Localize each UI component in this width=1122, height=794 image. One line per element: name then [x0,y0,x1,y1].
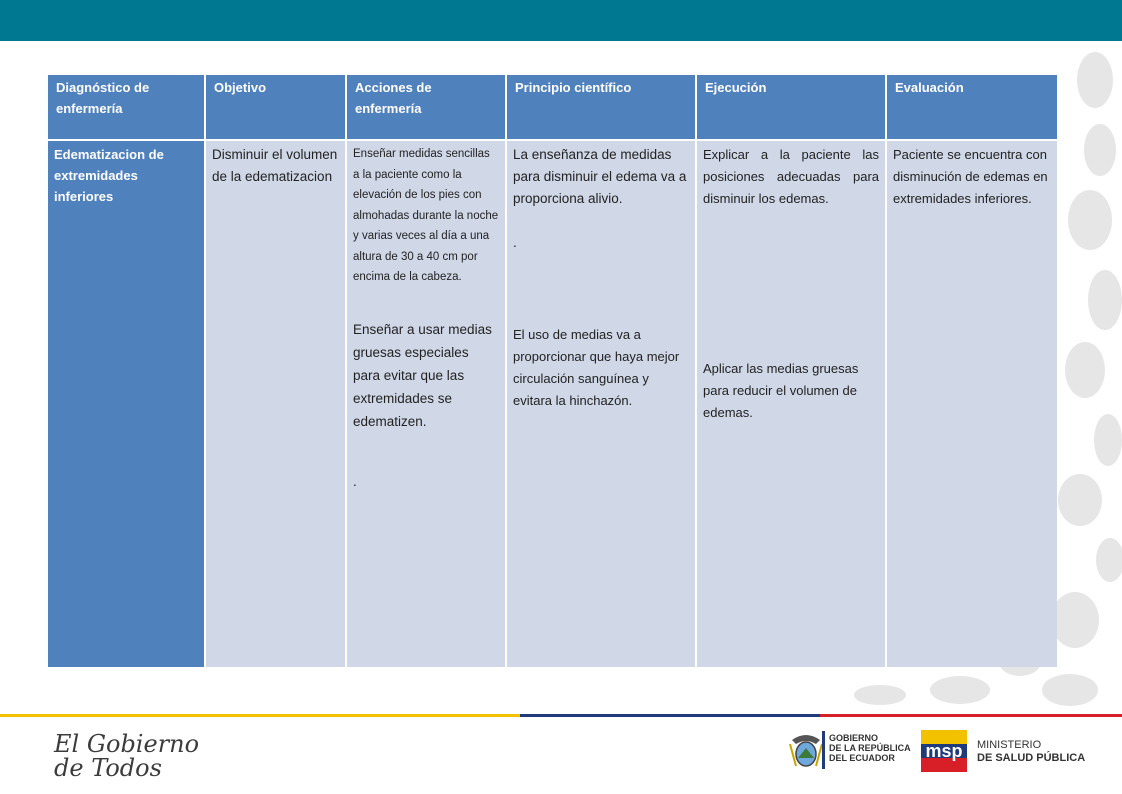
objetivo-text: Disminuir el volumen de la edematizacion [212,147,338,184]
table-header-row [48,75,1057,139]
footer-line-blue [520,714,820,717]
cell-diagnostico: Edematizacion de extremidades inferiores [48,141,204,667]
acciones-text-3: . [353,473,357,489]
ecuador-coat-of-arms-icon [786,730,826,770]
header-objetivo: Objetivo [206,75,345,139]
header-acciones: Acciones de enfermería [347,75,505,139]
header-diagnostico: Diagnóstico de enfermería [48,75,204,139]
footer-line-yellow [0,714,520,717]
ministry-logo-text: MINISTERIO DE SALUD PÚBLICA [977,739,1086,764]
cell-ejecucion [697,141,885,667]
table-row [48,141,1057,667]
footer-line-red [820,714,1122,717]
nursing-care-plan-table [46,73,1059,669]
cell-acciones [347,141,505,667]
principio-text-3: El uso de medias va a proporcionar que haya mejor circulación sanguínea y evitara la hinchazón. [513,327,680,408]
cell-evaluacion [887,141,1057,667]
slogan-line-1: El Gobierno [54,730,200,758]
slogan-line-2: de Todos [54,754,162,782]
header-evaluacion: Evaluación [887,75,1057,139]
acciones-text-1: Enseñar medidas sencillas a la paciente como la elevación de los pies con almohadas durante la noche y varias veces al día a una altura de 30 a 40 cm por encima de la cabeza. [353,148,499,283]
ejecucion-text-1: Explicar a la paciente las posiciones adecuadas para disminuir los edemas. [703,147,879,206]
cell-objetivo [206,141,345,667]
cell-principio [507,141,695,667]
header-ejecucion: Ejecución [697,75,885,139]
principio-text-2: . [513,235,517,250]
header-principio: Principio científico [507,75,695,139]
ejecucion-text-2: Aplicar las medias gruesas para reducir el volumen de edemas. [703,361,859,420]
principio-text-1: La enseñanza de medidas para disminuir el edema va a proporciona alivio. [513,147,687,206]
evaluacion-text: Paciente se encuentra con disminución de edemas en extremidades inferiores. [893,147,1048,206]
government-logo-text: GOBIERNO DE LA REPÚBLICA DEL ECUADOR [829,733,911,763]
msp-logo: msp [921,730,967,772]
acciones-text-2: Enseñar a usar medias gruesas especiales para evitar que las extremidades se edematizen. [353,321,492,429]
